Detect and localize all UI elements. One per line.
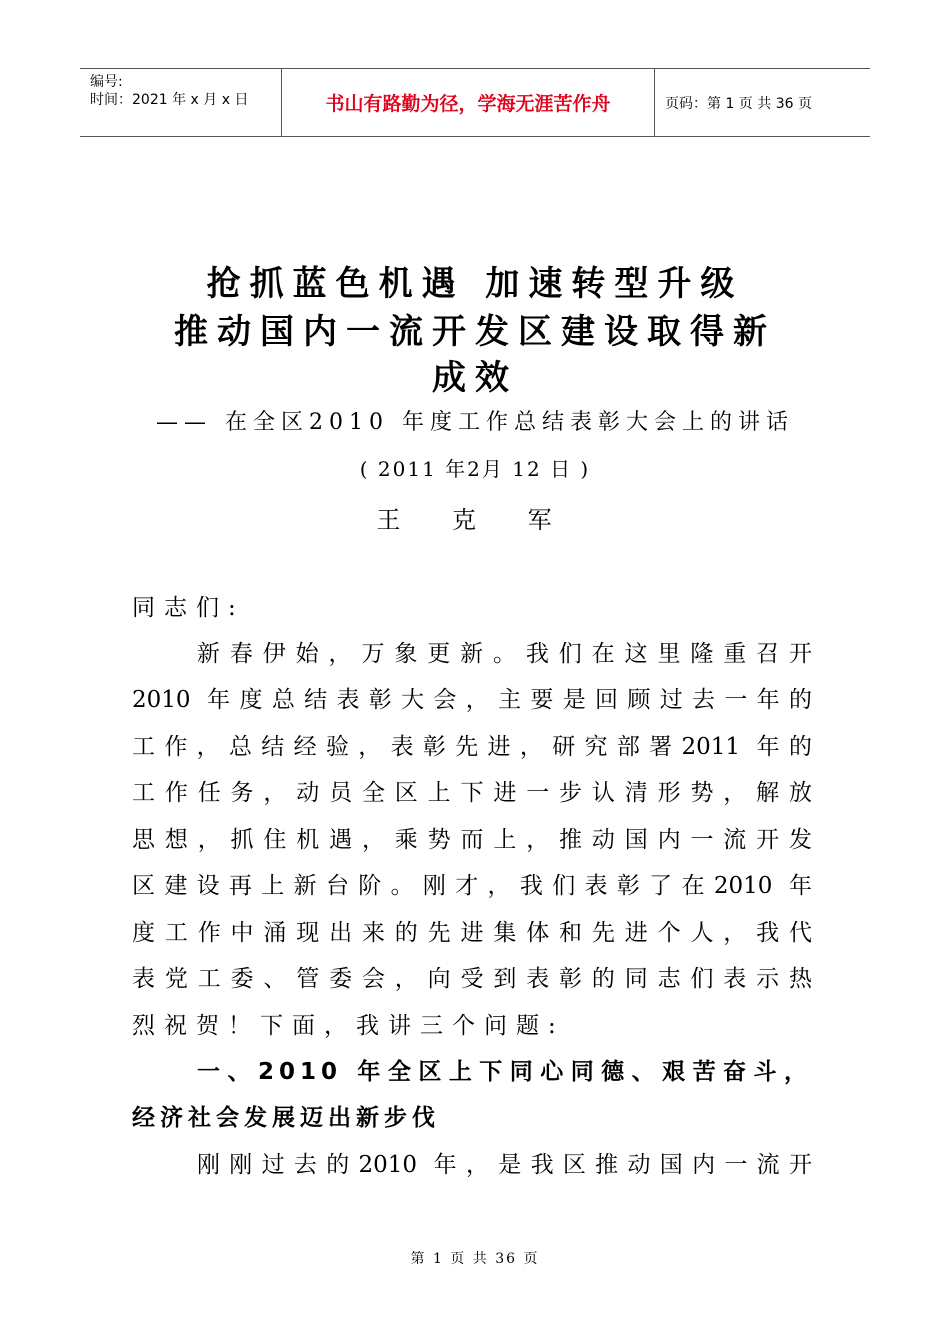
- paragraph-line: 刚刚过去的2010 年，是我区推动国内一流开: [197, 1152, 812, 1178]
- motto-text: 书山有路勤为径，学海无涯苦作舟: [282, 69, 655, 136]
- paragraph-line: 区建设再上新台阶。刚才，我们表彰了在2010 年: [132, 873, 812, 899]
- paragraph-line: 表党工委、管委会，向受到表彰的同志们表示热: [132, 966, 812, 992]
- page-footer: 第 1 页 共 36 页: [410, 1251, 540, 1267]
- subtitle: —— 在全区2010 年度工作总结表彰大会上的讲话: [156, 410, 794, 435]
- paragraph-line: 思想，抓住机遇，乘势而上，推动国内一流开发: [132, 827, 812, 853]
- paragraph-line: 度工作中涌现出来的先进集体和先进个人，我代: [132, 920, 812, 946]
- header-table: [80, 68, 870, 137]
- paragraph-line: 2010 年度总结表彰大会，主要是回顾过去一年的: [132, 687, 812, 713]
- paragraph-line: 烈祝贺！下面，我讲三个问题:: [132, 1013, 565, 1039]
- number-label: 编号:: [90, 74, 123, 90]
- section-heading: 经济社会发展迈出新步伐: [132, 1105, 440, 1131]
- paragraph-line: 新春伊始，万象更新。我们在这里隆重召开: [197, 641, 812, 667]
- author-name: 王 克 军: [376, 506, 574, 534]
- section-heading: 一、2010 年全区上下同心同德、艰苦奋斗，: [197, 1059, 812, 1085]
- paragraph-line: 工作，总结经验，表彰先进，研究部署2011 年的: [132, 734, 812, 760]
- title-line-1: 抢抓蓝色机遇 加速转型升级: [206, 264, 744, 304]
- speech-date: ( 2011 年2月 12 日 ): [359, 457, 591, 481]
- title-line-2: 推动国内一流开发区建设取得新: [174, 312, 776, 352]
- paragraph-line: 工作任务，动员全区上下进一步认清形势，解放: [132, 780, 812, 806]
- title-line-3: 成效: [432, 358, 518, 398]
- time-label: 时间：2021 年 x 月 x 日: [90, 92, 249, 108]
- page-info: 页码：第 1 页 共 36 页: [665, 95, 812, 112]
- greeting: 同志们:: [132, 595, 245, 621]
- header-left-cell: [80, 69, 282, 136]
